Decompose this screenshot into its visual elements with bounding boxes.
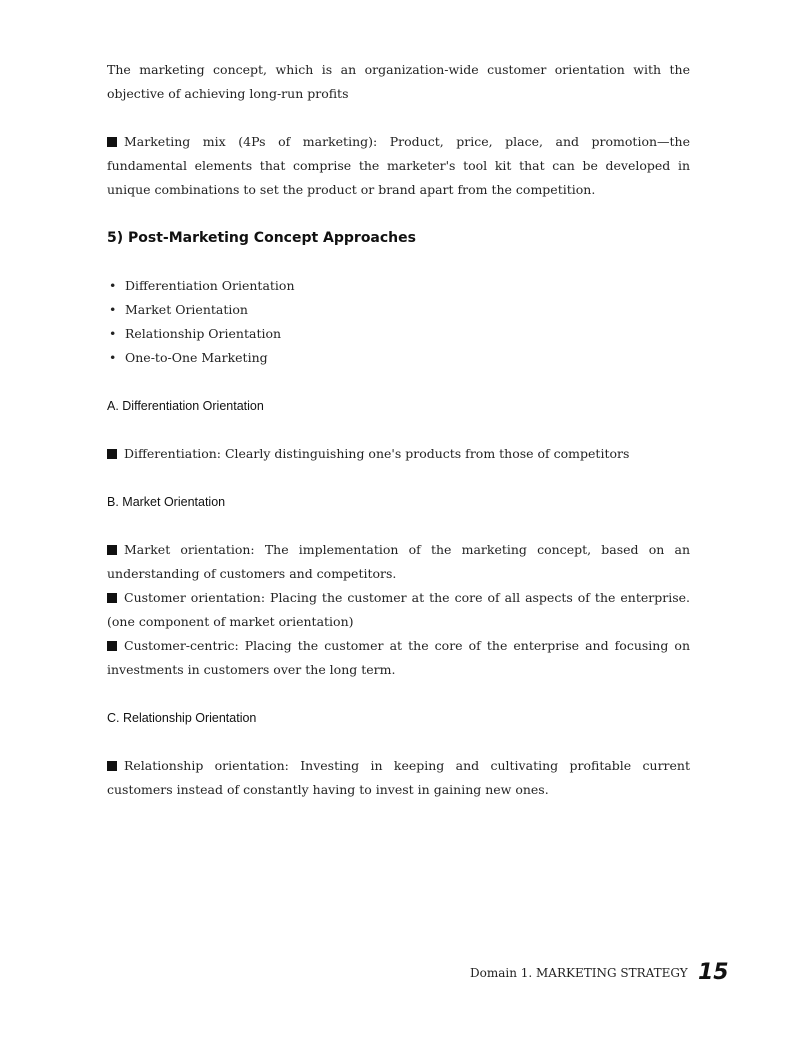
customer-centric-paragraph	[107, 634, 690, 682]
customer-orientation-paragraph	[107, 586, 690, 634]
bullet-dot-icon: •	[109, 326, 117, 341]
spacer	[107, 514, 690, 538]
customer-orientation-text: Customer orientation: Placing the customer at the core of all aspects of the enterprise. (one component of market orientation)	[107, 590, 690, 629]
relationship-orientation-text: Relationship orientation: Investing in keeping and cultivating profitable current customers instead of constantly having to invest in gaining new ones.	[107, 758, 690, 797]
list-item-label: Differentiation Orientation	[125, 278, 295, 293]
spacer	[107, 370, 690, 394]
differentiation-paragraph	[107, 442, 690, 466]
list-item-label: Market Orientation	[125, 302, 248, 317]
bullet-dot-icon: •	[109, 350, 117, 365]
subsection-c-heading: C. Relationship Orientation	[107, 711, 257, 725]
page-number: 15	[698, 960, 729, 985]
spacer	[107, 682, 690, 706]
page-footer	[0, 960, 794, 990]
subsection-b-heading: B. Market Orientation	[107, 495, 226, 509]
page-body	[107, 58, 690, 802]
relationship-orientation-paragraph	[107, 754, 690, 802]
spacer	[107, 250, 690, 274]
square-bullet-icon	[107, 449, 117, 459]
square-bullet-icon	[107, 137, 117, 147]
section-title: 5) Post-Marketing Concept Approaches	[107, 230, 416, 246]
list-item-label: One-to-One Marketing	[125, 350, 268, 365]
market-orientation-paragraph	[107, 538, 690, 586]
list-item-label: Relationship Orientation	[125, 326, 282, 341]
square-bullet-icon	[107, 761, 117, 771]
list-item	[107, 298, 690, 322]
spacer	[107, 418, 690, 442]
spacer	[107, 106, 690, 130]
subsection-a-heading: A. Differentiation Orientation	[107, 399, 264, 413]
bullet-dot-icon: •	[109, 302, 117, 317]
spacer	[107, 466, 690, 490]
marketing-mix-text: Marketing mix (4Ps of marketing): Product, price, place, and promotion—the fundamental elements that comprise the marketer's tool kit that can be developed in unique combinations to set the product or brand apart from the competition.	[107, 134, 690, 197]
list-item	[107, 346, 690, 370]
list-item	[107, 322, 690, 346]
running-title: Domain 1. MARKETING STRATEGY	[470, 966, 688, 980]
bullet-dot-icon: •	[109, 278, 117, 293]
square-bullet-icon	[107, 545, 117, 555]
differentiation-text: Differentiation: Clearly distinguishing one's products from those of competitors	[124, 446, 630, 461]
marketing-mix-paragraph	[107, 130, 690, 202]
customer-centric-text: Customer-centric: Placing the customer at the core of the enterprise and focusing on investments in customers over the long term.	[107, 638, 690, 677]
marketing-concept-paragraph: The marketing concept, which is an organization-wide customer orientation with the objective of achieving long-run profits	[107, 62, 690, 101]
list-item	[107, 274, 690, 298]
approaches-list	[107, 274, 690, 370]
square-bullet-icon	[107, 593, 117, 603]
market-orientation-text: Market orientation: The implementation of the marketing concept, based on an understanding of customers and competitors.	[107, 542, 690, 581]
square-bullet-icon	[107, 641, 117, 651]
spacer	[107, 730, 690, 754]
spacer	[107, 202, 690, 226]
